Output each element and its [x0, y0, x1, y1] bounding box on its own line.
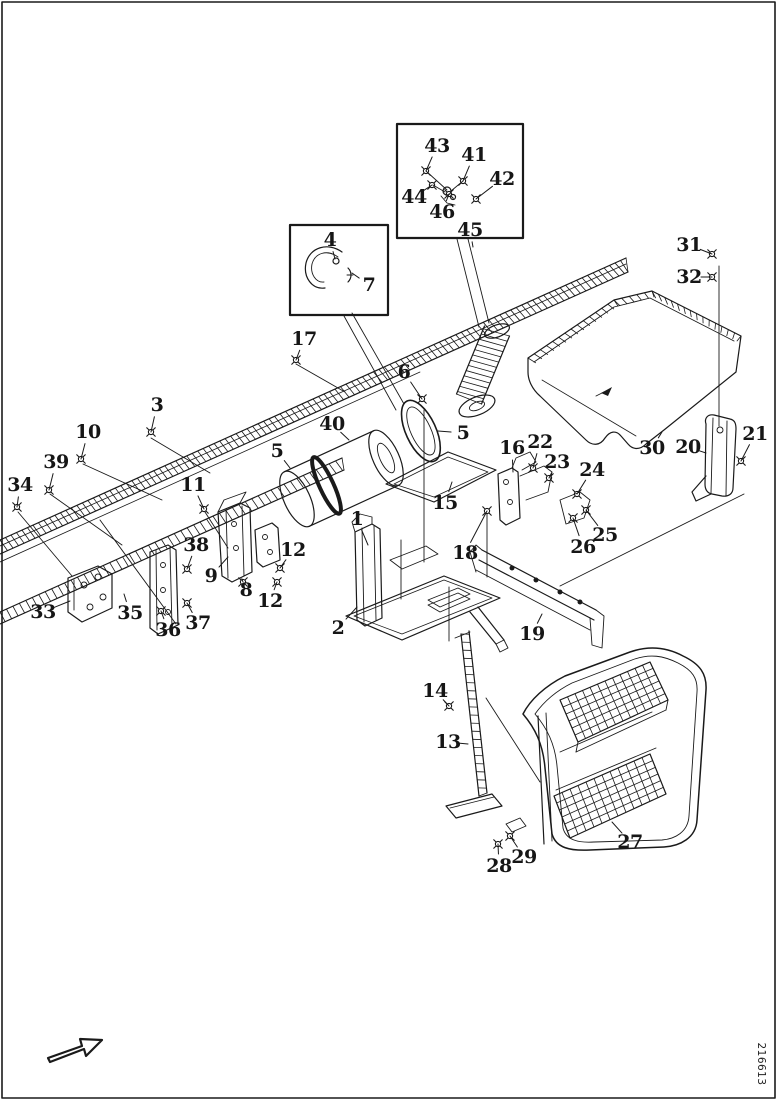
callout-label-43: 43: [424, 135, 450, 157]
construction-lines: [18, 266, 744, 782]
callout-label-10: 10: [75, 421, 101, 443]
callout-label-38: 38: [183, 534, 209, 556]
callout-label-28: 28: [486, 855, 512, 877]
left-bracket-12: [255, 523, 280, 567]
callout-label-20: 20: [675, 436, 701, 458]
callout-label-45: 45: [457, 219, 483, 241]
callout-label-12: 12: [280, 539, 306, 561]
left-bracket-33: [68, 566, 112, 622]
panel-arrow-marker: [601, 387, 612, 396]
callout-label-5: 5: [456, 422, 470, 444]
callout-leader-lines: [17, 157, 749, 854]
callout-label-29: 29: [511, 846, 537, 868]
callout-label-30: 30: [639, 437, 665, 459]
callout-label-44: 44: [401, 186, 427, 208]
inset-leader-lines: [344, 239, 489, 410]
callout-label-26: 26: [570, 536, 596, 558]
center-bracket-1: [346, 514, 508, 652]
callout-label-4: 4: [323, 229, 337, 251]
callout-label-34: 34: [7, 474, 33, 496]
frame-rail-lower: [0, 458, 344, 624]
callout-label-31: 31: [676, 234, 702, 256]
fastener-glyphs: [13, 167, 745, 848]
callout-label-9: 9: [204, 565, 218, 587]
callout-label-22: 22: [527, 431, 553, 453]
callout-label-3: 3: [150, 394, 164, 416]
callout-label-36: 36: [155, 619, 181, 641]
callout-label-15: 15: [432, 492, 458, 514]
line-art: [0, 2, 775, 1098]
callout-label-23: 23: [544, 451, 570, 473]
callout-label-13: 13: [435, 731, 461, 753]
page-border: [2, 2, 775, 1098]
callout-label-14: 14: [422, 680, 448, 702]
callout-label-33: 33: [30, 601, 56, 623]
callout-label-27: 27: [617, 831, 643, 853]
left-bracket-9: [218, 492, 252, 582]
drawing-number: 216613: [755, 1042, 767, 1086]
hanger-bracket-16: [498, 452, 552, 525]
callout-label-11: 11: [180, 474, 206, 496]
support-bracket-19: [470, 545, 604, 648]
step-assembly-27: [506, 648, 706, 850]
direction-arrow: [48, 1039, 102, 1062]
callout-label-2: 2: [331, 617, 345, 639]
callout-label-8: 8: [239, 579, 253, 601]
callout-label-24: 24: [579, 459, 605, 481]
callout-label-25: 25: [592, 524, 618, 546]
callout-label-32: 32: [676, 266, 702, 288]
callout-label-7: 7: [362, 274, 376, 296]
callout-label-39: 39: [43, 451, 69, 473]
support-strut-13: [446, 631, 502, 818]
callout-label-16: 16: [499, 437, 525, 459]
callout-label-12: 12: [257, 590, 283, 612]
callout-label-37: 37: [185, 612, 211, 634]
callout-label-41: 41: [461, 144, 487, 166]
mount-bracket-20: [692, 415, 736, 501]
callout-label-19: 19: [519, 623, 545, 645]
callout-label-35: 35: [117, 602, 143, 624]
callout-label-5: 5: [270, 440, 284, 462]
cover-panel: [528, 291, 741, 449]
callout-label-1: 1: [350, 508, 364, 530]
callout-label-42: 42: [489, 168, 515, 190]
callout-label-17: 17: [291, 328, 317, 350]
callout-label-18: 18: [452, 542, 478, 564]
callout-label-40: 40: [319, 413, 345, 435]
inset-box-clamp: [290, 225, 388, 315]
heat-shield-plate: [386, 452, 496, 502]
callout-label-6: 6: [397, 361, 411, 383]
callout-label-21: 21: [742, 423, 768, 445]
callout-label-46: 46: [429, 201, 455, 223]
